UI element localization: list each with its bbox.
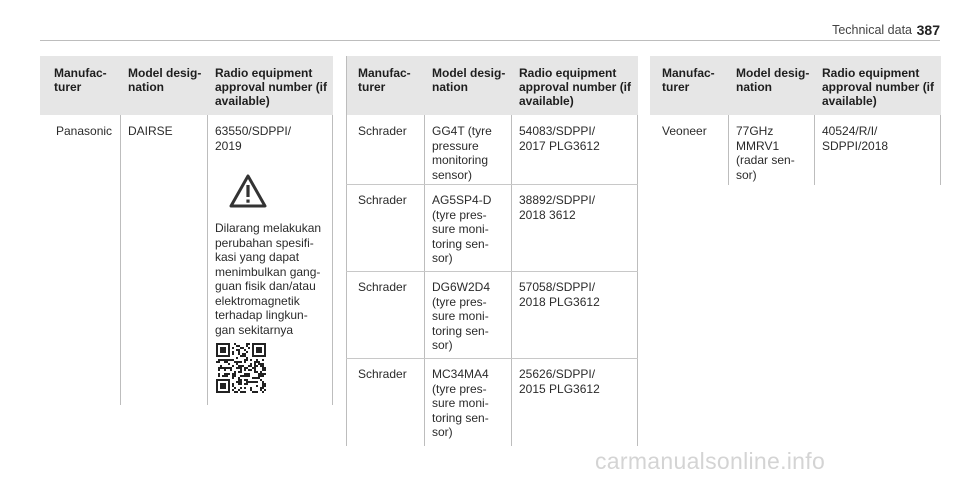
watermark: carmanualsonline.info [595, 448, 826, 474]
cell-model: AG5SP4-D (tyre pres- sure moni- toring sen- sor) [432, 193, 492, 265]
column-divider [207, 115, 208, 405]
qr-code-icon [216, 343, 266, 393]
page-number: 387 [916, 22, 940, 38]
cell-manufacturer: Panasonic [56, 124, 113, 138]
cell-manufacturer: Veoneer [662, 124, 707, 138]
header-model-designation: Model desig- nation [128, 66, 202, 94]
row-divider [346, 271, 638, 272]
header-approval-number: Radio equipment approval number (if available) [519, 66, 632, 108]
column-divider [511, 115, 512, 446]
cell-approval: 63550/SDPPI/ 2019 [215, 124, 292, 153]
column-divider [120, 115, 121, 405]
cell-approval: 25626/SDPPI/ 2015 PLG3612 [519, 367, 600, 396]
header-manufacturer: Manufac- turer [54, 66, 107, 94]
column-divider [637, 115, 638, 446]
warning-text: Dilarang melakukan perubahan spesifi- kasi yang dapat menimbulkan gang- guan fisik dan/atau elektromagnetik terhadap lingkun- gan sekitarnya [215, 221, 322, 337]
header-manufacturer: Manufac- turer [358, 66, 411, 94]
cell-manufacturer: Schrader [358, 193, 407, 207]
cell-approval: 54083/SDPPI/ 2017 PLG3612 [519, 124, 600, 153]
column-divider [728, 115, 729, 185]
cell-approval: 57058/SDPPI/ 2018 PLG3612 [519, 280, 600, 309]
section-title: Technical data [832, 23, 912, 37]
cell-approval: 40524/R/I/ SDPPI/2018 [822, 124, 889, 153]
row-divider [346, 184, 638, 185]
column-divider [332, 115, 333, 405]
column-divider [346, 56, 347, 446]
page-header [718, 22, 940, 40]
header-approval-number: Radio equipment approval number (if available) [822, 66, 935, 108]
header-rule [40, 40, 940, 41]
header-manufacturer: Manufac- turer [662, 66, 715, 94]
header-approval-number: Radio equipment approval number (if available) [215, 66, 328, 108]
column-divider [424, 115, 425, 446]
cell-model: DG6W2D4 (tyre pres- sure moni- toring sen- sor) [432, 280, 491, 352]
cell-approval: 38892/SDPPI/ 2018 3612 [519, 193, 596, 222]
radio-approval-table-1 [40, 56, 333, 406]
cell-model: 77GHz MMRV1 (radar sen- sor) [736, 124, 795, 182]
cell-model: DAIRSE [128, 124, 173, 138]
header-model-designation: Model desig- nation [432, 66, 506, 94]
cell-model: MC34MA4 (tyre pres- sure moni- toring sen- sor) [432, 367, 489, 439]
cell-manufacturer: Schrader [358, 280, 407, 294]
column-divider [814, 115, 815, 185]
header-model-designation: Model desig- nation [736, 66, 810, 94]
cell-manufacturer: Schrader [358, 367, 407, 381]
column-divider [940, 115, 941, 185]
radio-approval-table-2 [346, 56, 638, 446]
radio-approval-table-3 [650, 56, 941, 186]
warning-triangle-icon [228, 173, 268, 209]
row-divider [346, 358, 638, 359]
cell-manufacturer: Schrader [358, 124, 407, 138]
cell-model: GG4T (tyre pressure monitoring sensor) [432, 124, 492, 182]
